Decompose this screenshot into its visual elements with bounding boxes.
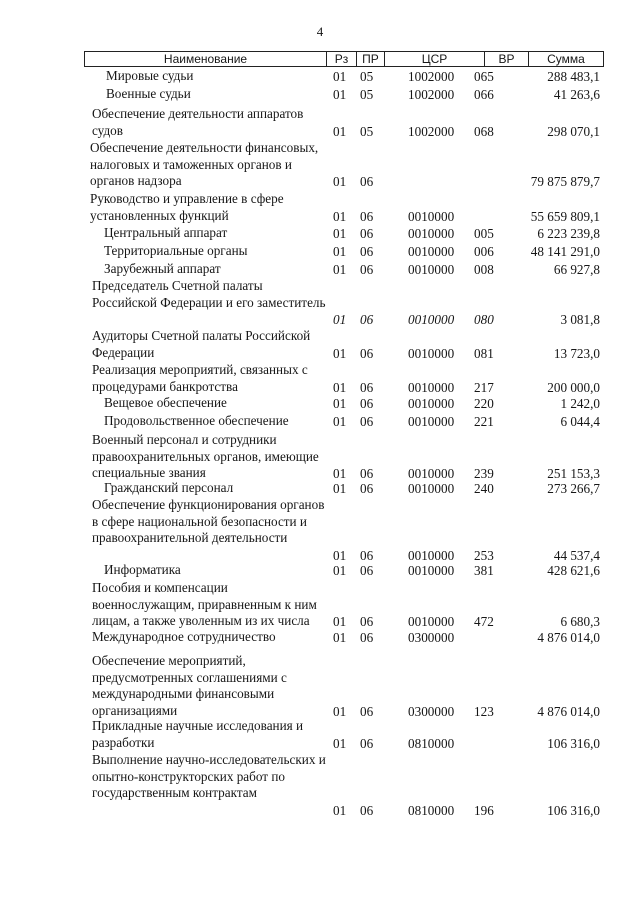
row-csr: 0810000 [408, 735, 455, 751]
row-csr: 0010000 [408, 226, 455, 241]
page-number: 4 [316, 24, 324, 39]
row-vr: 240 [474, 481, 494, 496]
row-csr: 0010000 [408, 379, 455, 395]
row-name: Обеспечение функционирования органов в сфере национальной безопасности и правоохранительной деятельности [92, 497, 325, 545]
row-csr: 0010000 [408, 563, 455, 578]
row-name: Прикладные научные исследования и разработки [92, 718, 304, 750]
row-pr: 06 [360, 208, 374, 224]
row-vr: 217 [474, 379, 494, 395]
row-rz: 01 [333, 208, 347, 224]
row-pr: 06 [360, 802, 374, 818]
row-vr: 005 [474, 226, 494, 241]
row-rz: 01 [333, 226, 347, 241]
row-vr: 123 [474, 703, 494, 719]
row-sum: 288 483,1 [547, 69, 600, 84]
row-name: Руководство и управление в сфере установленных функций [90, 191, 284, 223]
row-name: Обеспечение деятельности финансовых, налоговых и таможенных органов и органов надзора [90, 140, 319, 188]
row-name: Международное сотрудничество [92, 629, 276, 644]
row-pr: 05 [360, 123, 374, 139]
row-rz: 01 [333, 345, 347, 361]
row-name: Зарубежный аппарат [104, 261, 221, 276]
row-name: Аудиторы Счетной палаты Российской Федерации [92, 328, 311, 360]
row-pr: 06 [360, 735, 374, 751]
row-pr: 06 [360, 466, 374, 481]
row-pr: 06 [360, 481, 374, 496]
row-name: Военный персонал и сотрудники правоохранительных органов, имеющие специальные звания [92, 432, 319, 480]
row-pr: 05 [360, 69, 374, 84]
header-pr: ПР [357, 52, 385, 66]
row-pr: 06 [360, 563, 374, 578]
row-name: Председатель Счетной палаты Российской Федерации и его заместитель [92, 278, 326, 310]
row-sum: 273 266,7 [547, 481, 600, 496]
row-pr: 06 [360, 379, 374, 395]
header-vr: ВР [485, 52, 529, 66]
row-csr: 0010000 [408, 481, 455, 496]
row-name: Информатика [104, 562, 181, 577]
row-vr: 472 [474, 614, 494, 629]
row-sum: 1 242,0 [560, 396, 600, 411]
row-csr: 0300000 [408, 703, 455, 719]
row-pr: 06 [360, 414, 374, 429]
row-rz: 01 [333, 123, 347, 139]
row-rz: 01 [333, 396, 347, 411]
row-name: Центральный аппарат [104, 225, 228, 240]
header-rz: Рз [327, 52, 357, 66]
row-vr: 239 [474, 466, 494, 481]
row-sum: 200 000,0 [547, 379, 600, 395]
row-csr: 1002000 [408, 123, 455, 139]
row-csr: 0010000 [408, 312, 455, 327]
row-rz: 01 [333, 244, 347, 259]
row-sum: 6 223 239,8 [537, 226, 600, 241]
header-name: Наименование [85, 52, 327, 66]
row-rz: 01 [333, 174, 347, 189]
row-name: Территориальные органы [104, 243, 248, 258]
row-sum: 251 153,3 [547, 466, 600, 481]
row-sum: 106 316,0 [547, 802, 600, 818]
row-sum: 4 876 014,0 [537, 630, 600, 645]
row-csr: 0010000 [408, 466, 455, 481]
row-rz: 01 [333, 614, 347, 629]
row-rz: 01 [333, 262, 347, 277]
row-vr: 068 [474, 123, 494, 139]
row-name: Обеспечение деятельности аппаратов судов [92, 106, 304, 138]
row-name: Обеспечение мероприятий, предусмотренных соглашениями с международными финансовыми организациями [92, 653, 287, 718]
row-rz: 01 [333, 547, 347, 563]
header-sum: Сумма [547, 52, 585, 66]
row-vr: 381 [474, 563, 494, 578]
row-rz: 01 [333, 735, 347, 751]
row-name: Пособия и компенсации военнослужащим, приравненным к ним лицам, а также уволенным из их числа [92, 580, 317, 628]
row-name: Выполнение научно-исследовательских и опытно-конструкторских работ по государственным контрактам [92, 752, 326, 800]
row-csr: 0010000 [408, 345, 455, 361]
row-pr: 06 [360, 614, 374, 629]
row-csr: 0010000 [408, 244, 455, 259]
row-csr: 0810000 [408, 802, 455, 818]
row-rz: 01 [333, 630, 347, 645]
row-rz: 01 [333, 802, 347, 818]
row-csr: 1002000 [408, 87, 455, 102]
row-sum: 428 621,6 [547, 563, 600, 578]
row-rz: 01 [333, 481, 347, 496]
row-csr: 0010000 [408, 208, 455, 224]
header-csr: ЦСР [385, 52, 485, 66]
row-csr: 0010000 [408, 614, 455, 629]
row-rz: 01 [333, 312, 347, 327]
row-pr: 06 [360, 703, 374, 719]
row-vr: 066 [474, 87, 494, 102]
row-sum: 3 081,8 [560, 312, 600, 327]
row-sum: 6 680,3 [560, 614, 600, 629]
row-rz: 01 [333, 379, 347, 395]
row-name: Гражданский персонал [104, 480, 234, 495]
row-rz: 01 [333, 87, 347, 102]
row-vr: 065 [474, 69, 494, 84]
row-sum: 13 723,0 [553, 345, 600, 361]
row-pr: 06 [360, 345, 374, 361]
row-csr: 0010000 [408, 547, 455, 563]
row-csr: 0300000 [408, 630, 455, 645]
row-pr: 06 [360, 174, 374, 189]
row-vr: 196 [474, 802, 494, 818]
row-rz: 01 [333, 414, 347, 429]
row-csr: 0010000 [408, 396, 455, 411]
row-sum: 48 141 291,0 [530, 244, 600, 259]
row-vr: 221 [474, 414, 494, 429]
row-sum: 44 537,4 [553, 547, 600, 563]
row-sum: 66 927,8 [553, 262, 600, 277]
row-name: Реализация мероприятий, связанных с процедурами банкротства [92, 362, 308, 394]
row-name: Вещевое обеспечение [104, 395, 227, 410]
table-header [84, 51, 604, 67]
row-vr: 080 [474, 312, 494, 327]
row-rz: 01 [333, 563, 347, 578]
row-sum: 41 263,6 [553, 87, 600, 102]
row-rz: 01 [333, 703, 347, 719]
row-sum: 79 875 879,7 [530, 174, 600, 189]
row-pr: 06 [360, 630, 374, 645]
row-name: Продовольственное обеспечение [104, 413, 289, 428]
row-sum: 55 659 809,1 [530, 208, 600, 224]
row-pr: 06 [360, 226, 374, 241]
row-sum: 298 070,1 [547, 123, 600, 139]
row-rz: 01 [333, 466, 347, 481]
row-pr: 06 [360, 396, 374, 411]
row-sum: 4 876 014,0 [537, 703, 600, 719]
row-name: Мировые судьи [106, 68, 194, 83]
row-vr: 008 [474, 262, 494, 277]
row-csr: 0010000 [408, 414, 455, 429]
row-vr: 253 [474, 547, 494, 563]
row-name: Военные судьи [106, 86, 191, 101]
row-csr: 1002000 [408, 69, 455, 84]
row-pr: 06 [360, 312, 374, 327]
row-rz: 01 [333, 69, 347, 84]
row-sum: 6 044,4 [560, 414, 600, 429]
row-vr: 006 [474, 244, 494, 259]
row-vr: 081 [474, 345, 494, 361]
row-pr: 05 [360, 87, 374, 102]
row-vr: 220 [474, 396, 494, 411]
row-pr: 06 [360, 244, 374, 259]
row-csr: 0010000 [408, 262, 455, 277]
row-pr: 06 [360, 547, 374, 563]
row-sum: 106 316,0 [547, 735, 600, 751]
row-pr: 06 [360, 262, 374, 277]
